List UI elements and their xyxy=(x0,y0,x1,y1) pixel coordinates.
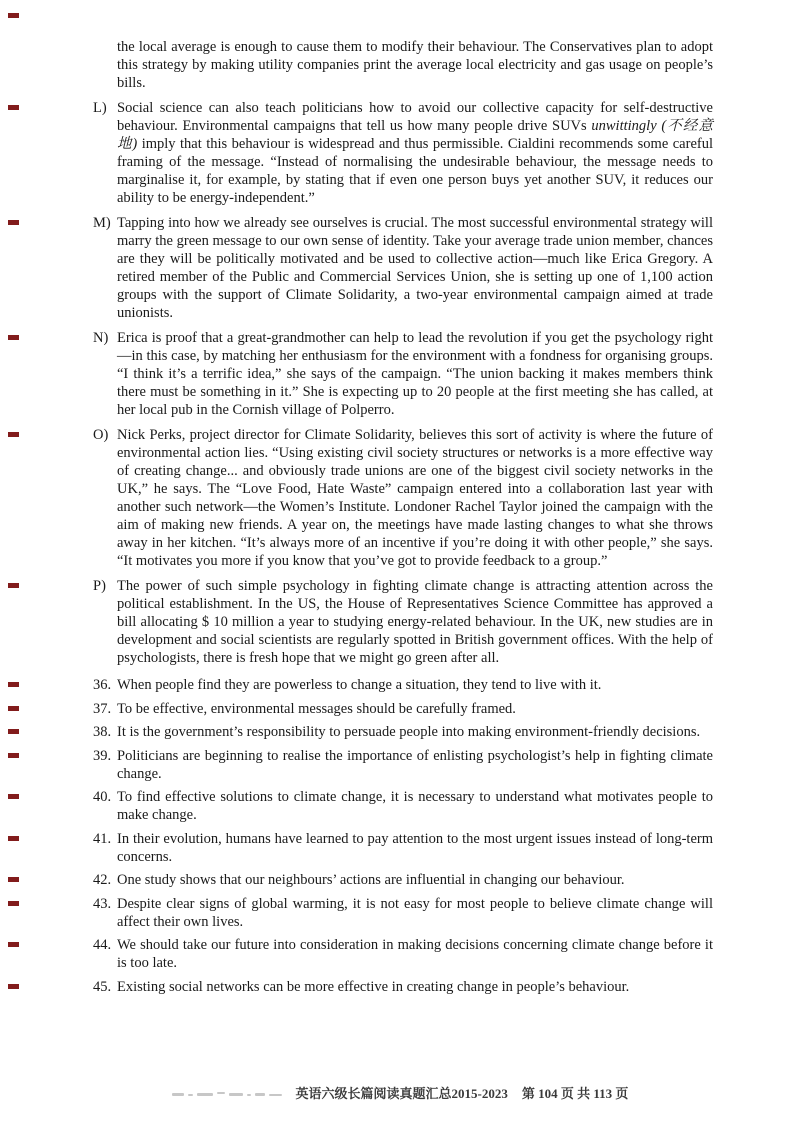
faded-watermark xyxy=(172,1093,282,1096)
margin-mark xyxy=(8,942,19,947)
margin-mark xyxy=(8,220,19,225)
questions-section xyxy=(93,676,713,996)
paragraph-label-empty xyxy=(93,38,117,92)
paragraph-label: O) xyxy=(93,427,109,443)
paragraph-label: M) xyxy=(93,215,111,231)
margin-mark xyxy=(8,901,19,906)
paragraph-M xyxy=(93,214,713,322)
margin-mark xyxy=(8,877,19,882)
question-text: Despite clear signs of global warming, it is not easy for most people to believe climate change will affect their own lives. xyxy=(117,895,713,930)
question-number: 41. xyxy=(93,830,112,847)
question-42 xyxy=(93,871,713,889)
question-44 xyxy=(93,936,713,972)
paragraph-text: Nick Perks, project director for Climate Solidarity, believes this sort of activity is where the future of environmental action lies. “Using existing civil society structures or networks is a more effective way of creating change... and obviously trade unions are one of the biggest civil society networks in the UK,” he says. The “Love Food, Hate Waste” campaign entered into a collaboration last year with another such network—the Women’s Institute. Londoner Rachel Taylor joined the campaign with the aim of making new friends. A year on, the meetings have made lasting changes to what she throws away in her kitchen. “It’s always more of an incentive if you’re doing it with other people,” she says. “It motivates you more if you know that you’ve got to provide feedback to a group.” xyxy=(117,427,713,569)
margin-mark xyxy=(8,13,19,18)
paragraph-text: The power of such simple psychology in fighting climate change is attracting attention across the political establishment. In the US, the House of Representatives Science Committee has approved a bill allocating $ 10 million a year to studying energy-related behaviour. In the UK, new studies are in development and social scientists are regularly spotted in British government offices. With the help of psychologists, there is fresh hope that we might go green after all. xyxy=(117,578,713,666)
question-text: Politicians are beginning to realise the importance of enlisting psychologist’s help in fighting climate change. xyxy=(117,747,713,782)
question-45 xyxy=(93,978,713,996)
question-text: Existing social networks can be more effective in creating change in people’s behaviour. xyxy=(117,978,630,995)
question-39 xyxy=(93,747,713,783)
question-text: We should take our future into consideration in making decisions concerning climate change before it is too late. xyxy=(117,937,713,971)
paragraph-text: Tapping into how we already see ourselves is crucial. The most successful environmental strategy will marry the green message to our own sense of identity. Take your average trade union member, chances are they will be politically motivated and be used to collective action—much like Erica Gregory. A retired member of the Public and Commercial Services Union, she is setting up one of 1,100 action groups with the support of Climate Solidarity, a two-year environmental campaign aimed at trade unionists. xyxy=(117,215,713,321)
paragraph-text: the local average is enough to cause them to modify their behaviour. The Conservatives plan to adopt this strategy by making utility companies print the average local electricity and gas usage on people’s bills. xyxy=(117,39,713,91)
margin-mark xyxy=(8,583,19,588)
question-number: 45. xyxy=(93,978,112,995)
margin-mark xyxy=(8,753,19,758)
question-37 xyxy=(93,700,713,718)
question-41 xyxy=(93,830,713,866)
question-43 xyxy=(93,895,713,931)
margin-mark xyxy=(8,432,19,437)
margin-mark xyxy=(8,984,19,989)
margin-mark xyxy=(8,729,19,734)
question-text: To find effective solutions to climate change, it is necessary to understand what motivates people to make change. xyxy=(117,789,713,823)
paragraph-N xyxy=(93,329,713,419)
question-text: When people find they are powerless to change a situation, they tend to live with it. xyxy=(117,677,602,693)
question-36 xyxy=(93,676,713,694)
question-number: 42. xyxy=(93,872,112,888)
question-number: 39. xyxy=(93,747,112,764)
question-number: 36. xyxy=(93,677,112,693)
margin-mark xyxy=(8,794,19,799)
page-footer xyxy=(0,1086,800,1102)
paragraph-P xyxy=(93,577,713,667)
paragraph-label: P) xyxy=(93,578,106,594)
question-40 xyxy=(93,788,713,824)
question-number: 37. xyxy=(93,700,112,717)
margin-mark xyxy=(8,682,19,687)
paragraph-L xyxy=(93,99,713,207)
question-text: In their evolution, humans have learned to pay attention to the most urgent issues instead of long-term concerns. xyxy=(117,830,713,865)
footer-page-number: 第 104 页 共 113 页 xyxy=(521,1086,629,1101)
paragraph-text: Social science can also teach politicians how to avoid our collective capacity for self-destructive behaviour. Environmental campaigns that tell us how many people drive SUVs unwittingly (不经意地) imply that this behaviour is widespread and thus permissible. Cialdini recommends some careful framing of the message. “Instead of normalising the undesirable behaviour, the message needs to marginalise it, for example, by stating that if even one person buys yet another SUV, it reduces our ability to be energy-independent.” xyxy=(117,100,713,206)
paragraph-label: N) xyxy=(93,330,109,346)
question-text: One study shows that our neighbours’ actions are influential in changing our behaviour. xyxy=(117,872,625,888)
margin-mark xyxy=(8,836,19,841)
question-text: It is the government’s responsibility to persuade people into making environment-friendly decisions. xyxy=(117,724,701,740)
question-number: 40. xyxy=(93,789,112,805)
question-number: 43. xyxy=(93,895,112,912)
question-38 xyxy=(93,723,713,741)
paragraph-text: Erica is proof that a great-grandmother can help to lead the revolution if you get the psychology right—in this case, by matching her enthusiasm for the environment with a fondness for organising groups. “I think it’s a terrific idea,” she says of the campaign. “The union backing it makes members think there must be something in it.” She is expecting up to 20 people at the first meeting she has called, at her local pub in the Cornish village of Polperro. xyxy=(117,330,713,418)
margin-mark xyxy=(8,335,19,340)
footer-title: 英语六级长篇阅读真题汇总2015-2023 xyxy=(295,1086,508,1101)
paragraph-label: L) xyxy=(93,100,107,116)
page-content xyxy=(93,38,713,1001)
margin-mark xyxy=(8,706,19,711)
margin-mark xyxy=(8,105,19,110)
question-number: 38. xyxy=(93,724,112,740)
question-text: To be effective, environmental messages should be carefully framed. xyxy=(117,700,516,717)
paragraph-continuation xyxy=(93,38,713,92)
question-number: 44. xyxy=(93,937,112,953)
paragraph-O xyxy=(93,426,713,570)
